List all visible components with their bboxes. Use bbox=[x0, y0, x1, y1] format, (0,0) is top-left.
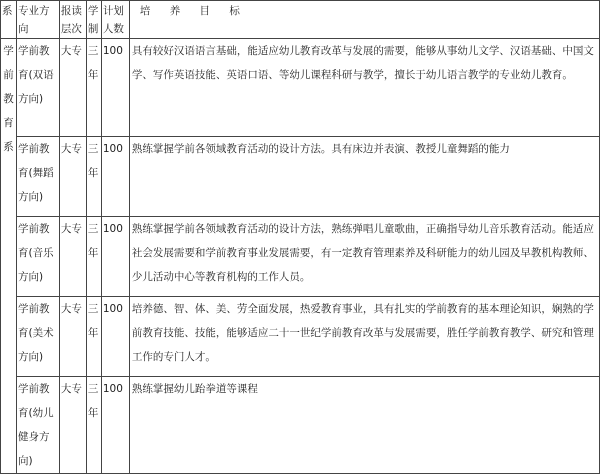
plan-cell: 100 bbox=[101, 137, 129, 217]
major-cell: 学前教育(舞蹈方向) bbox=[16, 137, 59, 217]
plan-cell: 100 bbox=[101, 377, 129, 474]
header-level: 报读层次 bbox=[59, 1, 86, 39]
plan-cell: 100 bbox=[101, 217, 129, 297]
dept-cell: 学前教育系 bbox=[1, 39, 17, 474]
table-row bbox=[1, 297, 600, 377]
years-cell: 三年 bbox=[86, 377, 101, 474]
header-row bbox=[1, 1, 600, 39]
level-cell: 大专 bbox=[59, 137, 86, 217]
years-cell: 三年 bbox=[86, 137, 101, 217]
level-cell: 大专 bbox=[59, 217, 86, 297]
target-cell: 熟练掌握幼儿跆拳道等课程 bbox=[129, 377, 599, 474]
major-cell: 学前教育(双语方向) bbox=[16, 39, 59, 137]
years-cell: 三年 bbox=[86, 217, 101, 297]
target-cell: 具有较好汉语语言基础，能适应幼儿教育改革与发展的需要，能够从事幼儿文学、汉语基础、中国文学、写作英语技能、英语口语、等幼儿课程科研与教学，擅长于幼儿语言教学的专业幼儿教育。 bbox=[129, 39, 599, 137]
level-cell: 大专 bbox=[59, 39, 86, 137]
header-dept: 系 bbox=[1, 1, 17, 39]
table-row bbox=[1, 217, 600, 297]
major-cell: 学前教育(音乐方向) bbox=[16, 217, 59, 297]
plan-cell: 100 bbox=[101, 297, 129, 377]
years-cell: 三年 bbox=[86, 297, 101, 377]
header-major: 专业方向 bbox=[16, 1, 59, 39]
target-cell: 熟练掌握学前各领域教育活动的设计方法，熟练弹唱儿童歌曲，正确指导幼儿音乐教育活动。能适应社会发展需要和学前教育事业发展需要，有一定教育管理素养及科研能力的幼儿园及早教机构教师、少儿活动中心等教育机构的工作人员。 bbox=[129, 217, 599, 297]
table-row bbox=[1, 377, 600, 474]
plan-cell: 100 bbox=[101, 39, 129, 137]
header-years: 学制 bbox=[86, 1, 101, 39]
years-cell: 三年 bbox=[86, 39, 101, 137]
header-plan: 计划人数 bbox=[101, 1, 129, 39]
level-cell: 大专 bbox=[59, 377, 86, 474]
major-cell: 学前教育(幼儿健身方向) bbox=[16, 377, 59, 474]
table-row bbox=[1, 137, 600, 217]
level-cell: 大专 bbox=[59, 297, 86, 377]
target-cell: 熟练掌握学前各领域教育活动的设计方法。具有床边并表演、教授儿童舞蹈的能力 bbox=[129, 137, 599, 217]
header-target: 培 养 目 标 bbox=[129, 1, 599, 39]
target-cell: 培养德、智、体、美、劳全面发展，热爱教育事业，具有扎实的学前教育的基本理论知识，娴熟的学前教育技能、技能，能够适应二十一世纪学前教育改革与发展需要，胜任学前教育教学、研究和管理工作的专门人才。 bbox=[129, 297, 599, 377]
major-cell: 学前教育(美术方向) bbox=[16, 297, 59, 377]
table-row bbox=[1, 39, 600, 137]
